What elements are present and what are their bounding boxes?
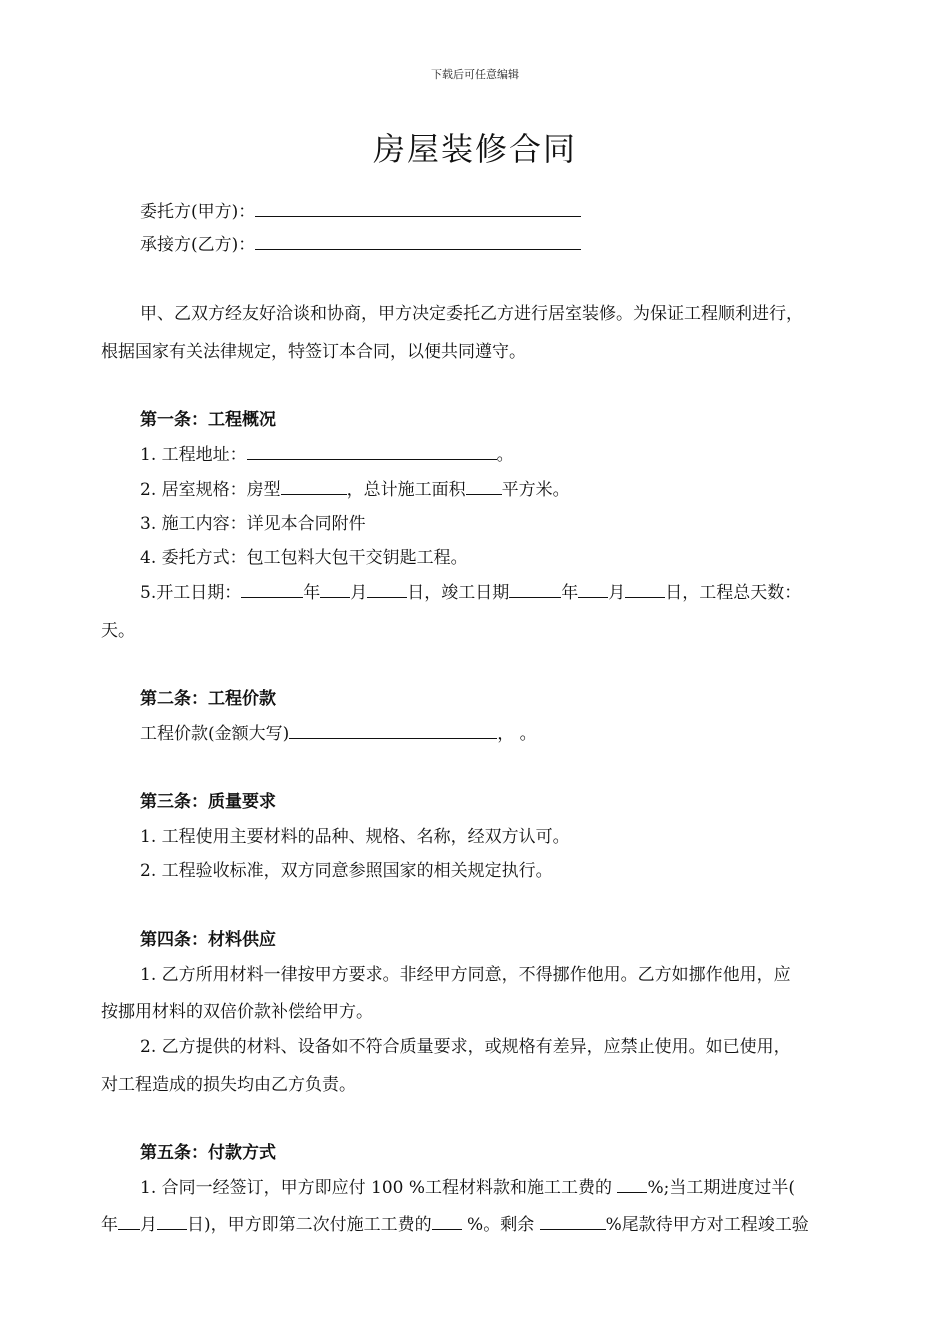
article-1-item-5-cont: 天。 xyxy=(101,621,135,641)
party-a-blank[interactable] xyxy=(255,200,581,217)
address-label: 1. 工程地址： xyxy=(140,445,247,465)
price-label: 工程价款(金额大写) xyxy=(140,724,290,744)
article-2-price xyxy=(140,722,537,746)
room-type-blank[interactable] xyxy=(281,478,347,495)
start-date-label: 5.开工日期： xyxy=(140,583,242,603)
total-days-label: 日，工程总天数： xyxy=(665,583,802,603)
article-5-item-1-line-1 xyxy=(140,1176,795,1200)
end-day-blank[interactable] xyxy=(625,581,665,598)
halfway-year-label: 年 xyxy=(101,1215,118,1235)
halfway-day-blank[interactable] xyxy=(157,1213,187,1230)
room-type-label: 2. 居室规格：房型 xyxy=(140,480,281,500)
end-year-label: 年 xyxy=(561,583,579,603)
area-label: ，总计施工面积 xyxy=(346,480,466,500)
article-3-item-1: 1. 工程使用主要材料的品种、规格、名称，经双方认可。 xyxy=(140,827,570,847)
address-end: 。 xyxy=(496,445,514,465)
article-5-item-1-line-2 xyxy=(101,1213,809,1237)
address-blank[interactable] xyxy=(247,443,497,460)
payment-first-blank[interactable] xyxy=(617,1176,647,1193)
start-year-label: 年 xyxy=(303,583,321,603)
article-4-item-2-line-2: 对工程造成的损失均由乙方负责。 xyxy=(101,1075,356,1095)
area-unit: 平方米。 xyxy=(501,480,570,500)
end-date-label: 日，竣工日期 xyxy=(407,583,510,603)
halfway-month-blank[interactable] xyxy=(118,1213,140,1230)
end-year-blank[interactable] xyxy=(509,581,561,598)
intro-line-2: 根据国家有关法律规定，特签订本合同，以便共同遵守。 xyxy=(101,342,526,362)
intro-line-1: 甲、乙双方经友好洽谈和协商，甲方决定委托乙方进行居室装修。为保证工程顺利进行， xyxy=(140,304,803,324)
article-1-item-5 xyxy=(140,581,801,605)
party-b-label: 承接方(乙方)： xyxy=(140,235,256,255)
payment-halfway-text: %;当工期进度过半( xyxy=(647,1178,795,1198)
header-note: 下载后可任意编辑 xyxy=(431,68,519,81)
remaining-blank[interactable] xyxy=(540,1213,606,1230)
article-1-item-3: 3. 施工内容：详见本合同附件 xyxy=(140,514,366,534)
article-4-heading: 第四条：材料供应 xyxy=(140,930,276,950)
end-month-label: 月 xyxy=(608,583,626,603)
article-4-item-1-line-1: 1. 乙方所用材料一律按甲方要求。非经甲方同意，不得挪作他用。乙方如挪作他用，应 xyxy=(140,965,791,985)
page-title: 房屋装修合同 xyxy=(372,130,577,168)
article-4-item-2-line-1: 2. 乙方提供的材料、设备如不符合质量要求，或规格有差异，应禁止使用。如已使用， xyxy=(140,1037,791,1057)
article-3-item-2: 2. 工程验收标准，双方同意参照国家的相关规定执行。 xyxy=(140,861,553,881)
article-1-item-2 xyxy=(140,478,570,502)
payment-first-text: 1. 合同一经签订，甲方即应付 100 %工程材料款和施工工费的 xyxy=(140,1178,618,1198)
start-month-blank[interactable] xyxy=(320,581,350,598)
start-year-blank[interactable] xyxy=(241,581,303,598)
price-end: ， 。 xyxy=(497,724,537,744)
remaining-text: %。剩余 xyxy=(461,1215,540,1235)
price-blank[interactable] xyxy=(289,722,497,739)
party-a-label: 委托方(甲方)： xyxy=(140,202,256,222)
start-day-blank[interactable] xyxy=(367,581,407,598)
halfway-month-label: 月 xyxy=(140,1215,157,1235)
start-month-label: 月 xyxy=(350,583,368,603)
end-month-blank[interactable] xyxy=(578,581,608,598)
party-b-line xyxy=(140,233,581,257)
article-4-item-1-line-2: 按挪用材料的双倍价款补偿给甲方。 xyxy=(101,1002,373,1022)
article-1-item-1 xyxy=(140,443,514,467)
second-payment-text: 日)，甲方即第二次付施工工费的 xyxy=(187,1215,432,1235)
party-a-line xyxy=(140,200,581,224)
article-2-heading: 第二条：工程价款 xyxy=(140,689,276,709)
final-payment-text: %尾款待甲方对工程竣工验 xyxy=(605,1215,809,1235)
article-5-heading: 第五条：付款方式 xyxy=(140,1143,276,1163)
second-payment-blank[interactable] xyxy=(432,1213,462,1230)
area-blank[interactable] xyxy=(466,478,502,495)
article-3-heading: 第三条：质量要求 xyxy=(140,792,276,812)
article-1-heading: 第一条：工程概况 xyxy=(140,410,276,430)
article-1-item-4: 4. 委托方式：包工包料大包干交钥匙工程。 xyxy=(140,548,468,568)
party-b-blank[interactable] xyxy=(255,233,581,250)
